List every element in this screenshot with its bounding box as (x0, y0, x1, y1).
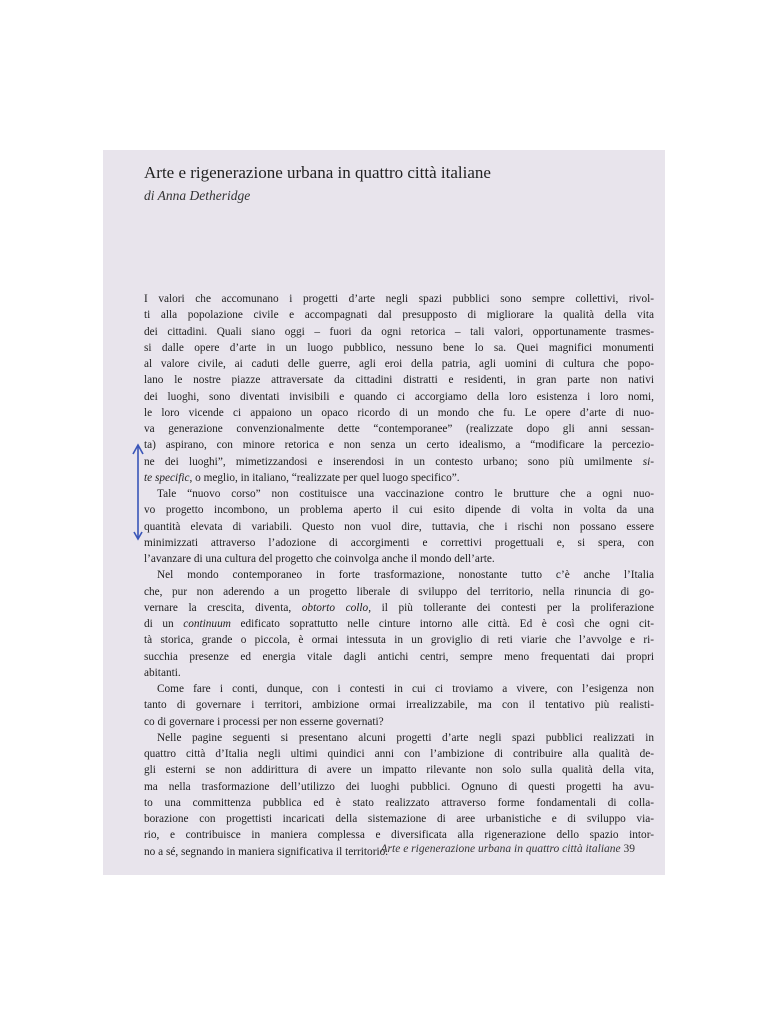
text-line: va generazione convenzionalmente dette “contemporanee” (realizzate dopo gli anni sessan- (144, 423, 654, 435)
text-line: ma nella trasformazione dell’utilizzo dei luoghi pubblici. Ognuno di questi progetti ha avu- (144, 780, 654, 793)
body-text (144, 291, 654, 860)
text-line: borazione con progettisti incaricati della sistemazione di aree urbanistiche e di sviluppo via- (144, 813, 654, 825)
page-number: 39 (623, 843, 635, 855)
scanned-page (103, 150, 665, 875)
text-line: no a sé, segnando in maniera significativa il territorio. (144, 845, 389, 858)
text-line: ti alla popolazione civile e accompagnati dal presupposto di migliorare la qualità della vita (144, 309, 654, 322)
text-line: co di governare i processi per non esserne governati? (144, 715, 384, 728)
footer-title: Arte e rigenerazione urbana in quattro città italiane (380, 843, 621, 855)
text-line: quattro città d’Italia negli ultimi quindici anni con l’ambizione di contribuire alla qualità de- (144, 748, 654, 760)
text-line: succhia presenze ed energia vitale dagli antichi centri, sempre meno frequentati dai propri (144, 650, 654, 663)
pen-annotation-mark (131, 442, 145, 542)
text-line: Come fare i conti, dunque, con i contesti in cui ci troviamo a vivere, con l’esigenza non (157, 683, 654, 695)
text-line: tà storica, grande o piccola, è ormai intessuta in un groviglio di reti viarie che l’avvolge e ri- (144, 634, 654, 647)
text-line: Nelle pagine seguenti si presentano alcuni progetti d’arte negli spazi pubblici realizzati in (157, 731, 654, 744)
text-line: tanto di governare i territori, ambizione ormai irrealizzabile, ma con il tentativo più realisti- (144, 699, 654, 712)
text-line: dei cittadini. Quali siano oggi – fuori da ogni retorica – tali valori, opportunamente trasmes- (144, 325, 654, 338)
author-byline: di Anna Detheridge (144, 188, 251, 203)
text-line: gli esterni se non addirittura di avere un impatto rilevante non solo sulla qualità della vita, (144, 764, 654, 777)
text-line: dei luoghi, sono diventati invisibili e quando ci accorgiamo della loro esistenza i loro nomi, (144, 390, 654, 403)
text-line: I valori che accomunano i progetti d’arte negli spazi pubblici sono sempre collettivi, rivol- (144, 293, 654, 305)
text-line: rio, e contribuisce in maniera complessa e diversificata alla rigenerazione dello spazio intor- (144, 829, 654, 842)
text-line: le loro vicende ci appaiono un opaco ricordo di un mondo che fu. Le opere d’arte di nuo- (144, 406, 654, 419)
text-line: ta) aspirano, con minore retorica e non senza un certo idealismo, a “modificare la percezio- (144, 439, 654, 452)
text-line: Nel mondo contemporaneo in forte trasformazione, nonostante tutto c’è anche l’Italia (157, 569, 654, 582)
page-title: Arte e rigenerazione urbana in quattro città italiane (144, 163, 491, 182)
text-line: si dalle opere d’arte in un luogo pubblico, nessuno bene lo sa. Quei magnifici monumenti (144, 341, 654, 354)
text-line: vernare la crescita, diventa, obtorto collo, il più tollerante dei contesti per la proliferazione (144, 601, 654, 614)
text-line: to una committenza pubblica ed è stato realizzato attraverso forme fondamentali di colla- (144, 796, 654, 809)
text-line: al valore civile, ai caduti delle guerre, agli eroi della patria, agli uomini di cultura che popo- (144, 358, 654, 370)
text-line: vo progetto incombono, un problema aperto il cui esito dipende di volta in volta da una (144, 504, 654, 517)
text-line: lano le nostre piazze attraversate da cittadini distratti e residenti, in gran parte non nativi (144, 374, 654, 387)
text-line: te specific, o meglio, in italiano, “realizzate per quel luogo specifico”. (144, 471, 460, 484)
text-line: l’avanzare di una cultura del progetto che coinvolga anche il mondo dell’arte. (144, 553, 495, 565)
text-line: ne dei luoghi”, mimetizzandosi e inserendosi in un contesto urbano; sono più umilmente si- (144, 455, 654, 468)
text-line: che, pur non aderendo a un progetto liberale di sviluppo del territorio, nella rinuncia di go- (144, 585, 654, 598)
running-footer (381, 843, 635, 855)
text-line: quantità elevata di variabili. Questo non vuol dire, tuttavia, che i rischi non possano essere (144, 520, 654, 533)
text-line: abitanti. (144, 666, 181, 679)
text-line: di un continuum edificato soprattutto nelle cinture intorno alle città. Ed è così che ogni cit- (144, 618, 654, 630)
text-line: Tale “nuovo corso” non costituisce una vaccinazione contro le brutture che a ogni nuo- (157, 488, 654, 500)
text-line: minimizzati attraverso l’adozione di accorgimenti e correttivi progettuali e, si spera, con (144, 536, 654, 549)
